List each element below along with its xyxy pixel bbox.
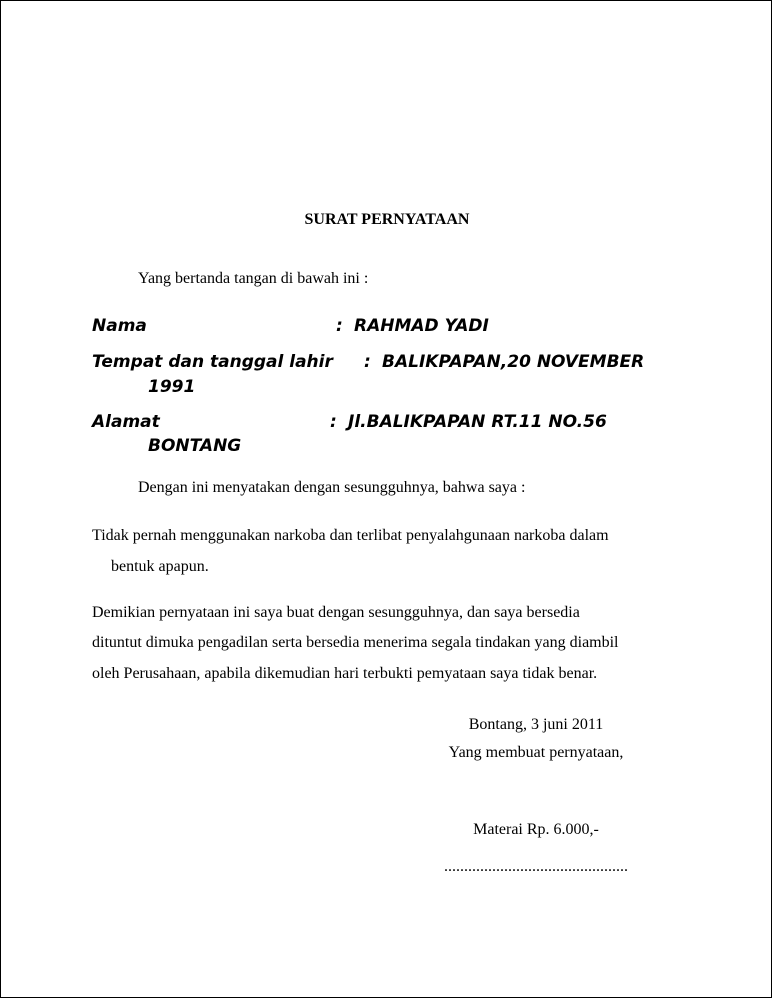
closing-line-1: Demikian pernyataan ini saya buat dengan sesungguhnya, dan saya bersedia — [92, 604, 580, 621]
intro-text: Yang bertanda tangan di bawah ini : — [138, 270, 369, 287]
closing-line-3: oleh Perusahaan, apabila dikemudian hari terbukti pemyataan saya tidak benar. — [92, 665, 598, 682]
statement-line-2: bentuk apapun. — [111, 558, 209, 575]
birth-label: Tempat dan tanggal lahir — [92, 352, 333, 372]
signature-place-date: Bontang, 3 juni 2011 — [468, 716, 604, 733]
name-value: RAHMAD YADI — [354, 316, 489, 336]
signature-line: .............................................. — [444, 858, 628, 875]
name-separator: : — [336, 316, 343, 336]
stamp-duty-label: Materai Rp. 6.000,- — [473, 821, 599, 838]
statement-line-1: Tidak pernah menggunakan narkoba dan terlibat penyalahgunaan narkoba dalam — [92, 527, 609, 544]
address-value: Jl.BALIKPAPAN RT.11 NO.56 — [348, 412, 607, 432]
statement-intro: Dengan ini menyatakan dengan sesungguhnya, bahwa saya : — [138, 479, 526, 496]
document-title: SURAT PERNYATAAN — [304, 211, 470, 228]
birth-value-continued: 1991 — [148, 377, 196, 397]
address-value-continued: BONTANG — [148, 436, 242, 456]
name-label: Nama — [92, 316, 147, 336]
signature-role: Yang membuat pernyataan, — [448, 744, 624, 761]
birth-value: BALIKPAPAN,20 NOVEMBER — [382, 352, 645, 372]
birth-separator: : — [364, 352, 371, 372]
closing-line-2: dituntut dimuka pengadilan serta bersedia menerima segala tindakan yang diambil — [92, 634, 619, 651]
address-separator: : — [330, 412, 337, 432]
address-label: Alamat — [92, 412, 160, 432]
